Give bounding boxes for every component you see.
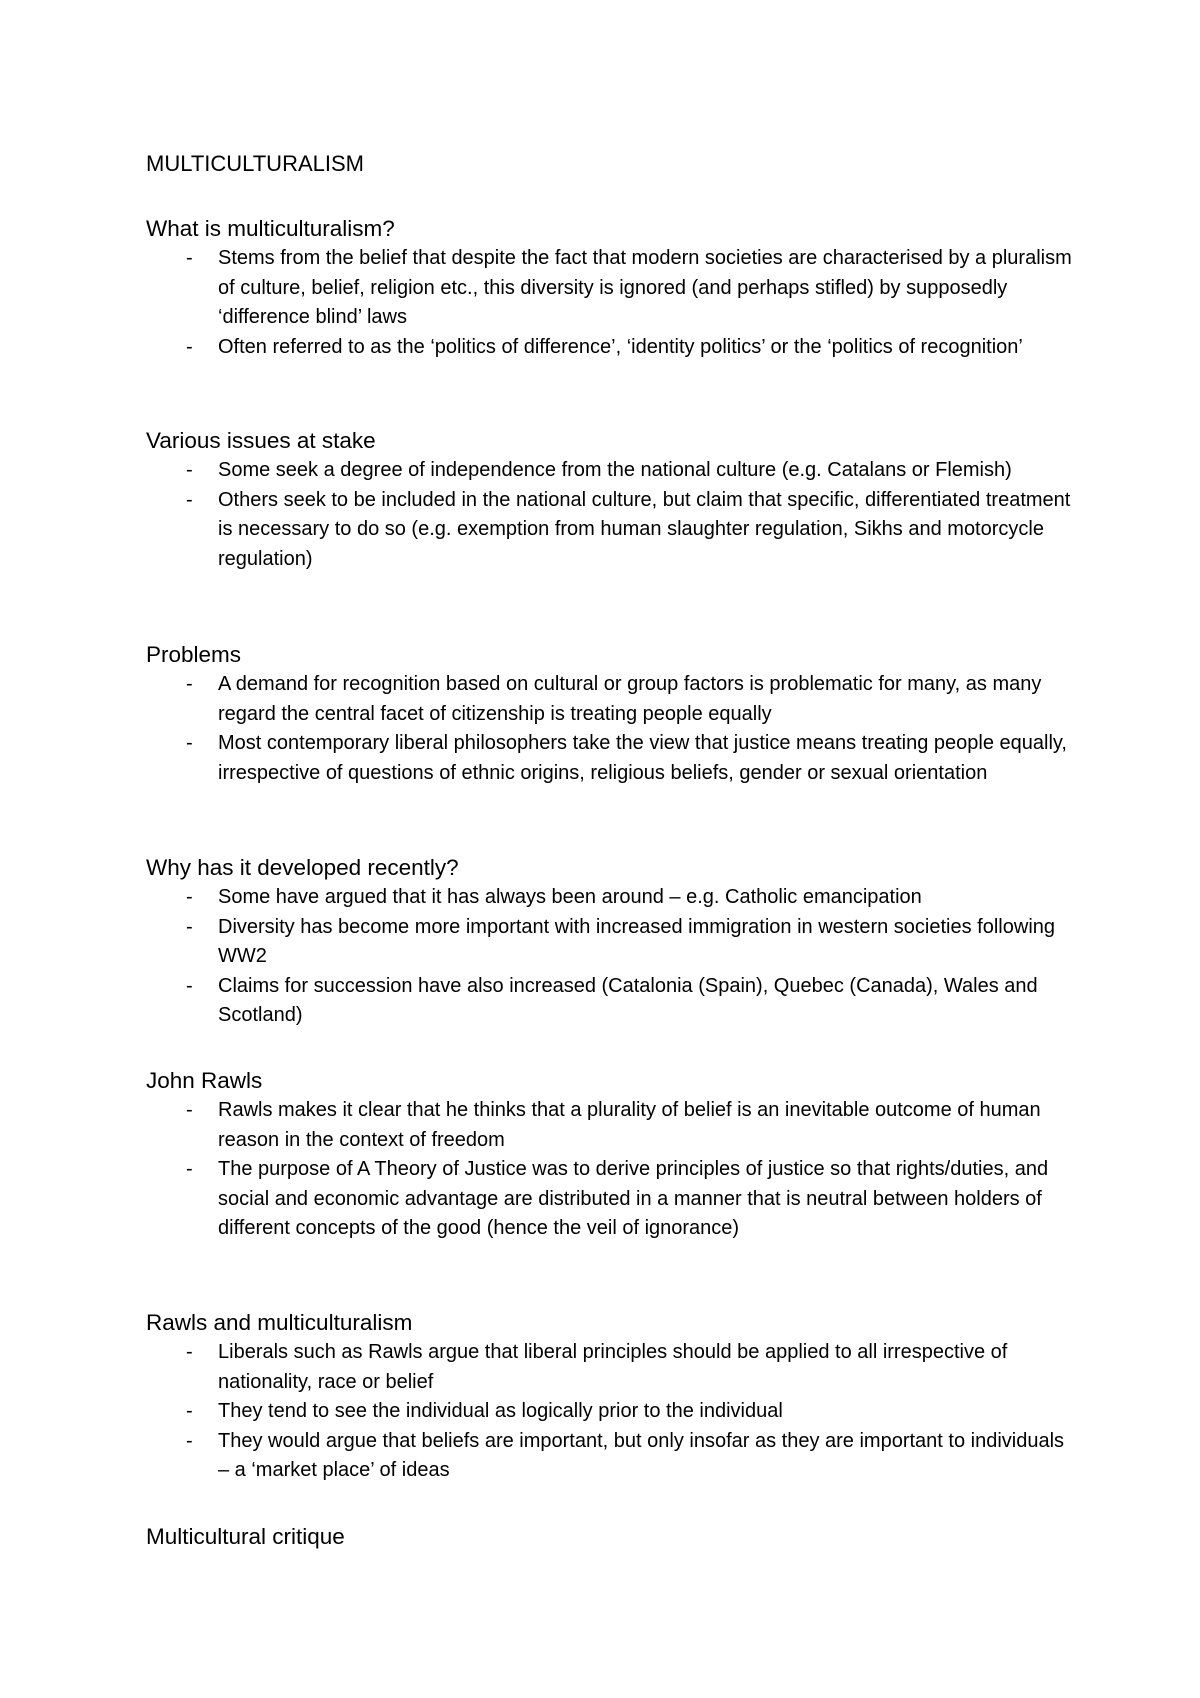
section-heading: What is multiculturalism?	[146, 216, 395, 241]
bullet-dash: -	[186, 459, 193, 481]
section-multicultural-critique	[146, 1522, 1076, 1552]
bullet-item	[146, 244, 1076, 333]
bullet-item	[146, 486, 1076, 575]
bullet-text: The purpose of A Theory of Justice was to derive principles of justice so that rights/duties, and social and economic advantage are distributed in a manner that is neutral between holders of different concepts of the good (hence the veil of ignorance)	[218, 1158, 1049, 1239]
bullet-list	[146, 1338, 1076, 1486]
section-various-issues	[146, 426, 1076, 574]
section-heading: Problems	[146, 642, 242, 667]
bullet-dash: -	[186, 673, 193, 695]
bullet-list	[146, 456, 1076, 574]
bullet-text: A demand for recognition based on cultural or group factors is problematic for many, as many regard the central facet of citizenship is treating people equally	[218, 673, 1042, 725]
bullet-text: Stems from the belief that despite the fact that modern societies are characterised by a pluralism of culture, belief, religion etc., this diversity is ignored (and perhaps stifled) by supposedly ‘difference blind’ laws	[218, 247, 1072, 328]
bullet-dash: -	[186, 1429, 193, 1452]
bullet-list	[146, 670, 1076, 788]
bullet-list	[146, 883, 1076, 1031]
bullet-text: They tend to see the individual as logically prior to the individual	[218, 1400, 783, 1422]
bullet-item	[146, 456, 1076, 486]
bullet-item	[146, 1397, 1076, 1427]
bullet-item	[146, 1155, 1076, 1244]
section-heading: Various issues at stake	[146, 428, 376, 453]
bullet-list	[146, 244, 1076, 362]
bullet-dash: -	[186, 1158, 193, 1180]
bullet-dash: -	[186, 732, 193, 754]
section-heading: Rawls and multiculturalism	[146, 1310, 413, 1335]
section-rawls-and-multiculturalism	[146, 1308, 1076, 1486]
bullet-dash: -	[186, 974, 193, 997]
section-heading: John Rawls	[146, 1068, 263, 1093]
section-problems	[146, 640, 1076, 788]
document-title: MULTICULTURALISM	[146, 151, 364, 176]
section-what-is-multiculturalism	[146, 214, 1076, 362]
bullet-text: Claims for succession have also increased (Catalonia (Spain), Quebec (Canada), Wales and Scotland)	[218, 974, 1038, 1026]
bullet-dash: -	[186, 1341, 193, 1363]
bullet-text: Rawls makes it clear that he thinks that a plurality of belief is an inevitable outcome of human reason in the context of freedom	[218, 1099, 1041, 1151]
bullet-dash: -	[186, 488, 193, 511]
section-why-developed-recently	[146, 853, 1076, 1031]
bullet-list	[146, 1096, 1076, 1244]
bullet-dash: -	[186, 915, 193, 938]
section-john-rawls	[146, 1066, 1076, 1244]
bullet-text: They would argue that beliefs are important, but only insofar as they are important to individuals – a ‘market place’ of ideas	[218, 1429, 1065, 1481]
bullet-text: Some have argued that it has always been around – e.g. Catholic emancipation	[218, 886, 922, 908]
bullet-text: Most contemporary liberal philosophers take the view that justice means treating people equally, irrespective of questions of ethnic origins, religious beliefs, gender or sexual orientation	[218, 732, 1067, 784]
bullet-dash: -	[186, 1400, 193, 1422]
section-heading: Multicultural critique	[146, 1524, 345, 1549]
bullet-item	[146, 883, 1076, 913]
bullet-item	[146, 1096, 1076, 1155]
bullet-text: Others seek to be included in the national culture, but claim that specific, differentiated treatment is necessary to do so (e.g. exemption from human slaughter regulation, Sikhs and motorcycle regulation)	[218, 488, 1071, 570]
bullet-item	[146, 333, 1076, 363]
bullet-item	[146, 1338, 1076, 1397]
bullet-item	[146, 1427, 1076, 1486]
bullet-text: Liberals such as Rawls argue that liberal principles should be applied to all irrespective of nationality, race or belief	[218, 1341, 1008, 1393]
bullet-text: Diversity has become more important with increased immigration in western societies following WW2	[218, 915, 1056, 967]
bullet-dash: -	[186, 247, 193, 269]
bullet-item	[146, 670, 1076, 729]
bullet-item	[146, 729, 1076, 788]
bullet-text: Often referred to as the ‘politics of difference’, ‘identity politics’ or the ‘politics of recognition’	[218, 335, 1023, 358]
bullet-dash: -	[186, 886, 193, 908]
bullet-dash: -	[186, 335, 193, 358]
section-heading: Why has it developed recently?	[146, 855, 459, 880]
bullet-dash: -	[186, 1099, 193, 1121]
bullet-text: Some seek a degree of independence from the national culture (e.g. Catalans or Flemish)	[218, 459, 1012, 481]
bullet-item	[146, 972, 1076, 1031]
bullet-item	[146, 913, 1076, 972]
